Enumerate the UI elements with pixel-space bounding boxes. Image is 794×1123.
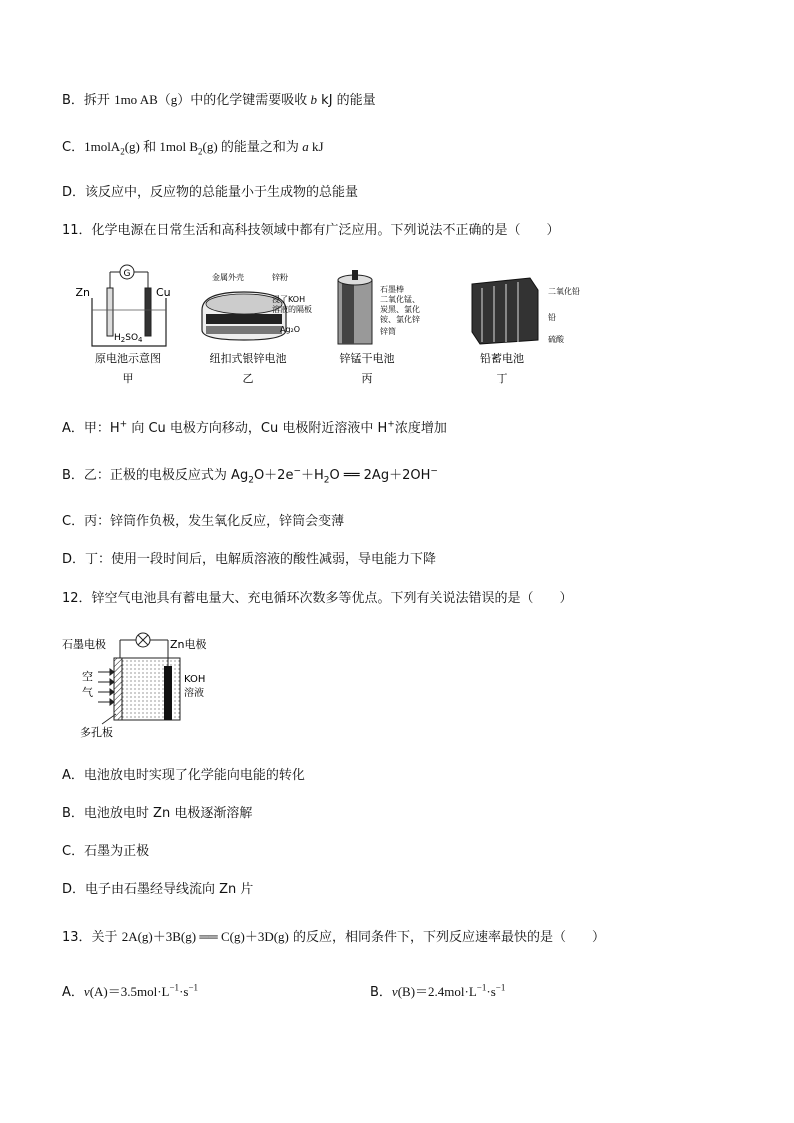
lead-label: 铅 <box>548 313 556 322</box>
figure-bing-caption: 锌锰干电池 <box>339 352 395 365</box>
figure-bing-tag: 丙 <box>361 372 373 385</box>
q12-stem: 12．锌空气电池具有蓄电量大、充电循环次数多等优点。下列有关说法错误的是（ ） <box>62 591 573 606</box>
q13-stem: 13．关于 2A(g)＋3B(g) ══ C(g)＋3D(g) 的反应，相同条件下，下列反应速率最快的是（ ） <box>62 929 606 945</box>
q11-option-c: C．丙：锌筒作负极，发生氧化反应，锌筒会变薄 <box>62 514 345 529</box>
koh-separator-label-2: 溶液的隔板 <box>272 305 312 314</box>
ammonium-chloride-label: 铵、氯化锌 <box>380 315 420 324</box>
electrolyte-label: $H_2SO_4$ <box>114 333 143 344</box>
figure-yi-tag: 乙 <box>242 372 254 385</box>
figure-yi-button-cell <box>202 272 312 385</box>
zn-electrode-label: Zn <box>75 286 90 299</box>
air-label-1: 空 <box>82 670 93 683</box>
figure-jia-tag: 甲 <box>122 372 134 385</box>
galvanometer-label: G <box>123 269 131 279</box>
q12-option-b: B．电池放电时 Zn 电极逐渐溶解 <box>62 806 253 821</box>
figure-ding-lead-acid-battery <box>472 278 580 385</box>
zinc-can-label: 锌筒 <box>380 327 396 336</box>
graphite-rod-label: 石墨棒 <box>380 285 404 294</box>
zinc-powder-label: 锌粉 <box>272 273 288 282</box>
q10-option-c: C．1molA$_2$(g) 和 1mol $B_2(g)$ 的能量之和为 a kJ <box>62 139 324 157</box>
carbon-black-label: 炭黑、氯化 <box>380 305 420 314</box>
q11-stem: 11．化学电源在日常生活和高科技领域中都有广泛应用。下列说法不正确的是（ ） <box>62 223 560 238</box>
q11-option-d: D．丁：使用一段时间后，电解质溶液的酸性减弱，导电能力下降 <box>62 552 437 567</box>
ag2o-label: Ag₂O <box>280 325 301 334</box>
q11-battery-figure <box>62 258 602 393</box>
koh-separator-label-1: 浸了KOH <box>272 295 306 304</box>
graphite-electrode-label: 石墨电极 <box>62 638 106 651</box>
air-flow-arrows <box>98 669 114 705</box>
pbo2-label: 二氧化铅 <box>548 287 580 296</box>
mno2-label: 二氧化锰、 <box>380 295 420 304</box>
metal-shell-label: 金属外壳 <box>212 273 244 282</box>
q11-option-a: A．甲：H+ 向 Cu 电极方向移动，Cu 电极附近溶液中 H+浓度增加 <box>62 419 447 436</box>
figure-ding-caption: 铅蓄电池 <box>480 352 524 365</box>
figure-bing-dry-cell <box>338 270 420 385</box>
q12-zinc-air-figure <box>62 628 232 740</box>
koh-label: KOH <box>184 674 206 685</box>
q13-option-b: B．$v(B)=2.4mol\cdot L^{-1}\cdot s^{-1}$ <box>370 982 506 1000</box>
q11-option-b: B．乙：正极的电极反应式为 $Ag_2O+2e^-+H_2O$ ══ 2Ag＋2OH− <box>62 466 438 486</box>
q10-option-d: D．该反应中，反应物的总能量小于生成物的总能量 <box>62 185 359 200</box>
sulfuric-acid-label: 硫酸 <box>548 335 564 344</box>
solution-label: 溶液 <box>184 688 204 699</box>
zn-electrode-label: Zn电极 <box>170 638 207 651</box>
q12-option-d: D．电子由石墨经导线流向 Zn 片 <box>62 882 254 897</box>
q13-option-a: A．$v(A)=3.5mol\cdot L^{-1}\cdot s^{-1}$ <box>62 982 199 1000</box>
figure-jia-galvanic-cell <box>75 265 170 385</box>
figure-ding-tag: 丁 <box>496 372 508 385</box>
porous-plate-label: 多孔板 <box>80 726 113 739</box>
q12-option-a: A．电池放电时实现了化学能向电能的转化 <box>62 768 305 783</box>
q10-option-b: B．拆开 1mo AB（g）中的化学键需要吸收 b kJ 的能量 <box>62 92 376 108</box>
q13-equation: 2A(g)＋3B(g) ══ C(g)＋3D(g) <box>121 929 289 944</box>
cu-electrode-label: Cu <box>156 286 171 299</box>
q12-option-c: C．石墨为正极 <box>62 844 150 859</box>
air-label-2: 气 <box>82 686 93 699</box>
figure-jia-caption: 原电池示意图 <box>95 352 161 365</box>
figure-yi-caption: 纽扣式银锌电池 <box>209 352 287 365</box>
